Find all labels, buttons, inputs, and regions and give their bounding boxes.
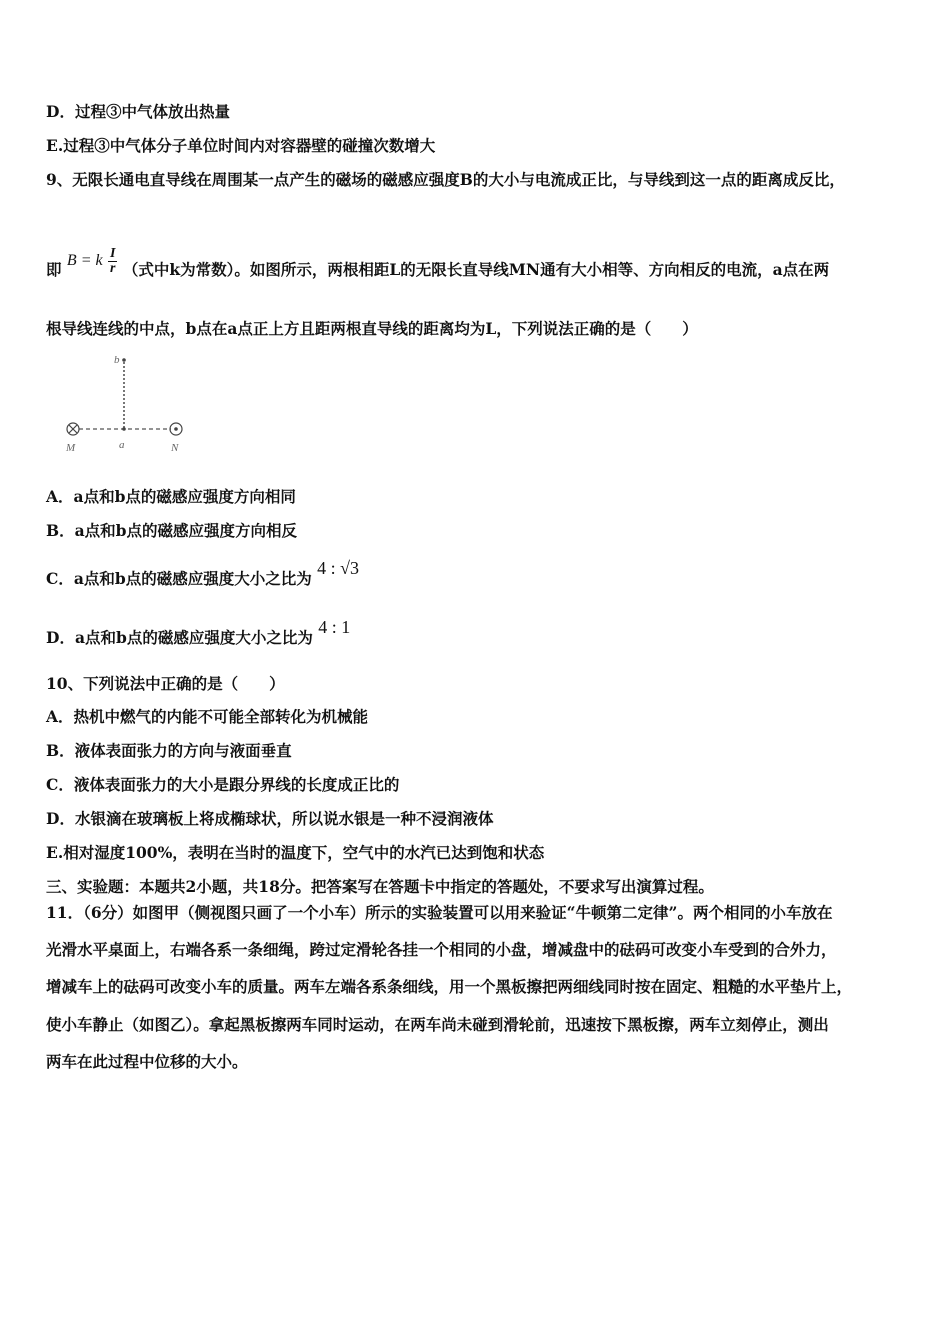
formula-denominator: r <box>110 260 116 276</box>
q11-line2: 光滑水平桌面上，右端各系一条细绳，跨过定滑轮各挂一个相同的小盘，增减盘中的砝码可改变小车受到的合外力， <box>46 940 837 959</box>
q9-option-d-row <box>46 617 910 657</box>
q11-line1: 11．（6分）如图甲（侧视图只画了一个小车）所示的实验装置可以用来验证“牛顿第二定律”。两个相同的小车放在 <box>46 903 833 922</box>
q9-stem-line3: 根导线连线的中点，b点在a点正上方且距两根直导线的距离均为L，下列说法正确的是（ ） <box>46 319 698 338</box>
q9-line2-prefix: 即 <box>46 260 62 279</box>
q9-option-c: C．a点和b点的磁感应强度大小之比为 <box>46 569 312 588</box>
q9-option-c-ratio: 4 : √3 <box>317 558 360 578</box>
wire-m-into-page-icon <box>67 423 79 435</box>
label-n: N <box>171 442 179 454</box>
q9-option-d-ratio: 4 : 1 <box>318 617 351 637</box>
q8-option-d: D．过程③中气体放出热量 <box>46 102 230 121</box>
point-a-marker <box>122 427 126 431</box>
q9-option-c-row <box>46 558 910 598</box>
q11-line5: 两车在此过程中位移的大小。 <box>46 1052 248 1071</box>
formula-fraction <box>108 247 117 276</box>
q10-stem: 10、下列说法中正确的是（ ） <box>46 674 285 693</box>
q11-line4: 使小车静止（如图乙）。拿起黑板擦两车同时运动，在两车尚未碰到滑轮前，迅速按下黑板擦，两车立刻停止，测出 <box>46 1015 829 1034</box>
label-a: a <box>119 439 125 451</box>
q10-option-c: C．液体表面张力的大小是跟分界线的长度成正比的 <box>46 775 400 794</box>
q9-option-b: B．a点和b点的磁感应强度方向相反 <box>46 521 297 540</box>
wire-n-out-of-page-icon <box>170 423 182 435</box>
q10-option-b: B．液体表面张力的方向与液面垂直 <box>46 741 292 760</box>
q9-option-a: A．a点和b点的磁感应强度方向相同 <box>46 487 296 506</box>
q10-option-d: D．水银滴在玻璃板上将成椭球状，所以说水银是一种不浸润液体 <box>46 809 494 828</box>
q8-option-e: E.过程③中气体分子单位时间内对容器壁的碰撞次数增大 <box>46 136 436 155</box>
point-b-marker <box>122 358 126 362</box>
q9-stem-line1: 9、无限长通电直导线在周围某一点产生的磁场的磁感应强度B的大小与电流成正比，与导线到这一点的距离成反比， <box>46 170 845 189</box>
label-b: b <box>114 354 120 366</box>
q9-line2-suffix: （式中k为常数）。如图所示，两根相距L的无限长直导线MN通有大小相等、方向相反的电流，a点在两 <box>122 260 830 279</box>
section3-heading: 三、实验题：本题共2小题，共18分。把答案写在答题卡中指定的答题处，不要求写出演算过程。 <box>46 877 714 896</box>
q11-line3: 增减车上的砝码可改变小车的质量。两车左端各系条细线，用一个黑板擦把两细线同时按在固定、粗糙的水平垫片上， <box>46 977 853 996</box>
magnetic-field-diagram <box>58 348 198 458</box>
formula-lhs: B = k <box>66 252 103 269</box>
q9-stem-line2 <box>46 245 910 290</box>
q10-option-e: E.相对湿度100%，表明在当时的温度下，空气中的水汽已达到饱和状态 <box>46 843 545 862</box>
formula-numerator: I <box>110 245 116 261</box>
label-m: M <box>66 442 76 454</box>
q9-option-d: D．a点和b点的磁感应强度大小之比为 <box>46 628 313 647</box>
q10-option-a: A．热机中燃气的内能不可能全部转化为机械能 <box>46 707 369 726</box>
